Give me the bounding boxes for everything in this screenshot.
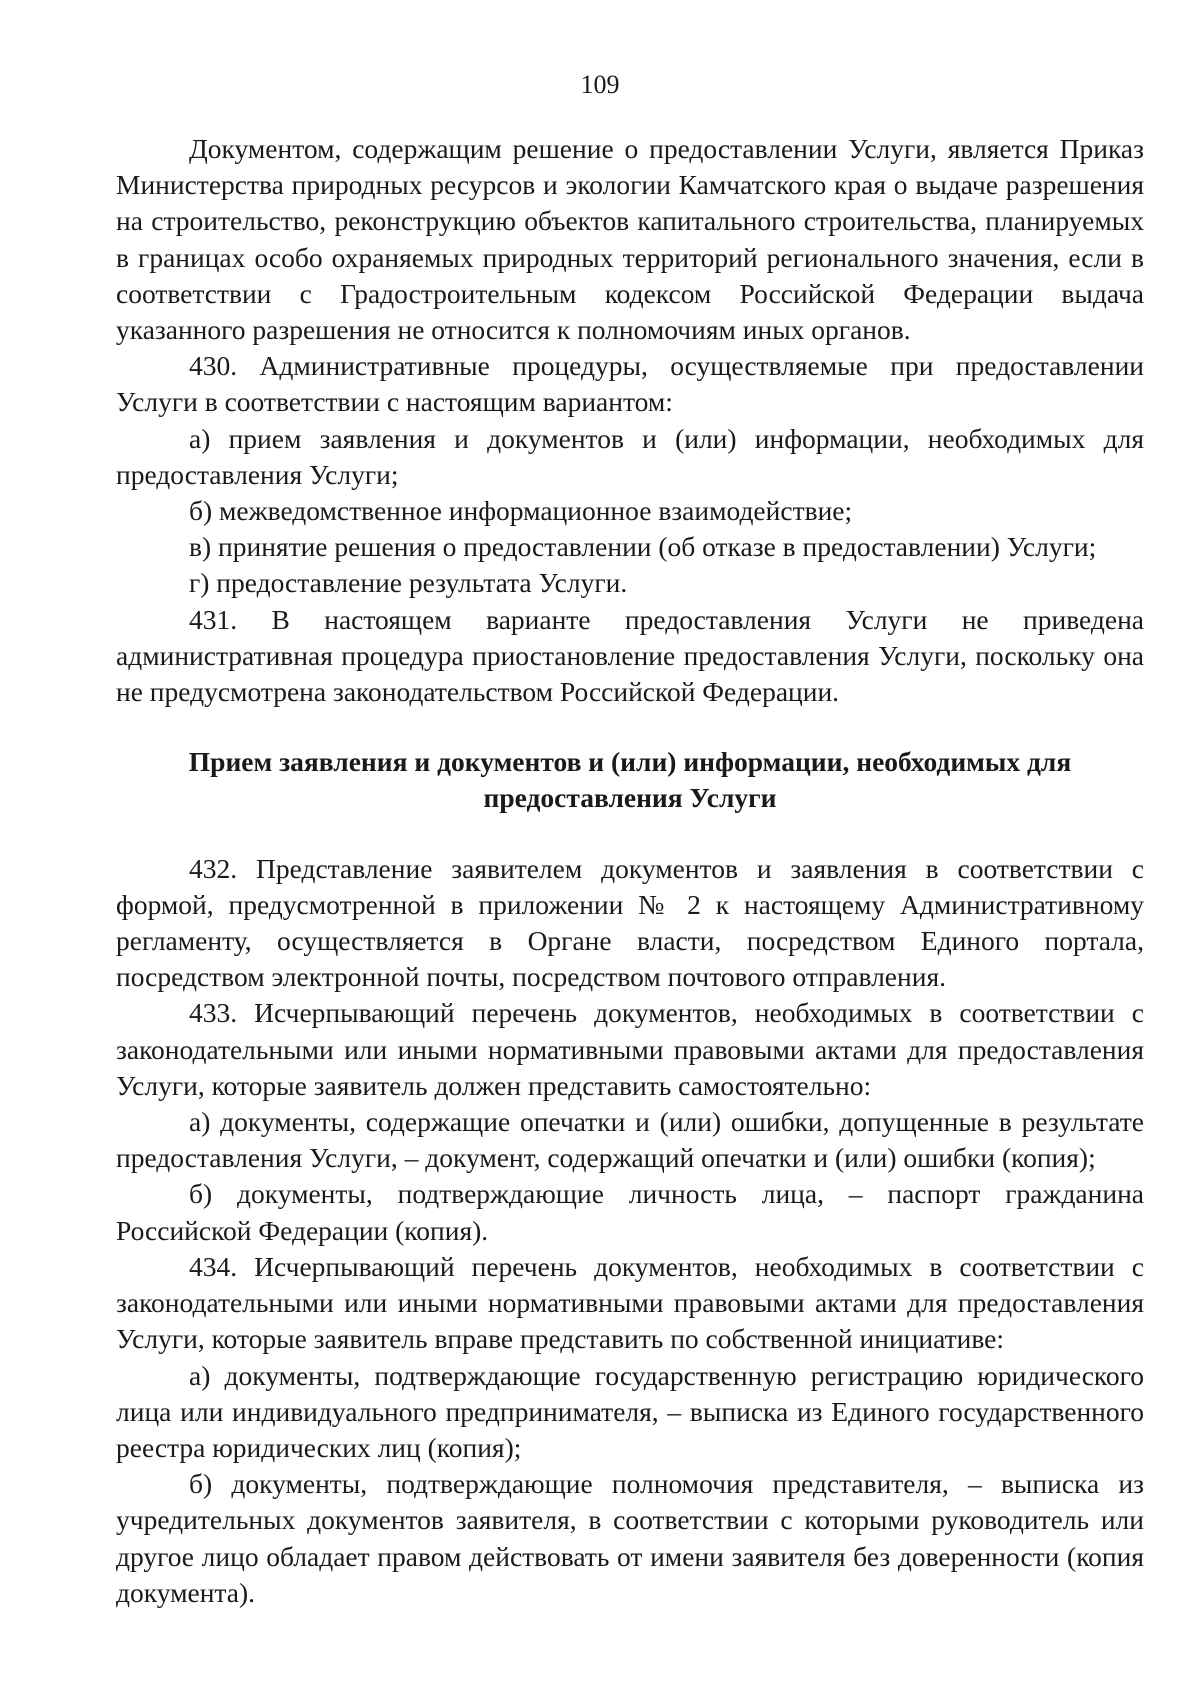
paragraph-432: 432. Представление заявителем документов и заявления в соответствии с формой, предусмотренной в приложении № 2 к настоящему Административному регламенту, осуществляется в Органе власти, посредством Единого портала, посредством электронной почты, посредством почтового отправления.: [116, 852, 1144, 993]
document-body: [116, 131, 1144, 1611]
paragraph-433: 433. Исчерпывающий перечень документов, необходимых в соответствии с законодательными или иными нормативными правовыми актами для предоставления Услуги, которые заявитель должен представить самостоятельно:: [116, 997, 1144, 1101]
list-item-430-a: а) прием заявления и документов и (или) информации, необходимых для предоставления Услуги;: [116, 422, 1144, 490]
list-item-430-b: б) межведомственное информационное взаимодействие;: [189, 495, 853, 527]
list-item-433-a: а) документы, содержащие опечатки и (или) ошибки, допущенные в результате предоставления Услуги, – документ, содержащий опечатки и (или) ошибки (копия);: [116, 1106, 1144, 1174]
paragraph-decision-document: Документом, содержащим решение о предоставлении Услуги, является Приказ Министерства природных ресурсов и экологии Камчатского края о выдаче разрешения на строительство, реконструкцию объектов капитального строительства, планируемых в границах особо охраняемых природных территорий регионального значения, если в соответствии с Градостроительным кодексом Российской Федерации выдача указанного разрешения не относится к полномочиям иных органов.: [116, 133, 1144, 346]
list-item-434-a: а) документы, подтверждающие государственную регистрацию юридического лица или индивидуального предпринимателя, – выписка из Единого государственного реестра юридических лиц (копия);: [116, 1359, 1144, 1463]
section-title: Прием заявления и документов и (или) информации, необходимых для предоставления Услуги: [188, 746, 1072, 814]
list-item-430-v: в) принятие решения о предоставлении (об отказе в предоставлении) Услуги;: [189, 531, 1097, 563]
list-item-430-g: г) предоставление результата Услуги.: [189, 567, 628, 599]
paragraph-430: 430. Административные процедуры, осуществляемые при предоставлении Услуги в соответствии с настоящим вариантом:: [116, 350, 1144, 418]
paragraph-434: 434. Исчерпывающий перечень документов, необходимых в соответствии с законодательными или иными нормативными правовыми актами для предоставления Услуги, которые заявитель вправе представить по собственной инициативе:: [116, 1250, 1144, 1355]
page-number: 109: [580, 70, 620, 99]
list-item-434-b: б) документы, подтверждающие полномочия представителя, – выписка из учредительных документов заявителя, в соответствии с которыми руководитель или другое лицо обладает правом действовать от имени заявителя без доверенности (копия документа).: [116, 1468, 1144, 1608]
list-item-433-b: б) документы, подтверждающие личность лица, – паспорт гражданина Российской Федерации (копия).: [116, 1178, 1144, 1246]
paragraph-431: 431. В настоящем варианте предоставления Услуги не приведена административная процедура приостановление предоставления Услуги, поскольку она не предусмотрена законодательством Российской Федерации.: [116, 603, 1144, 708]
